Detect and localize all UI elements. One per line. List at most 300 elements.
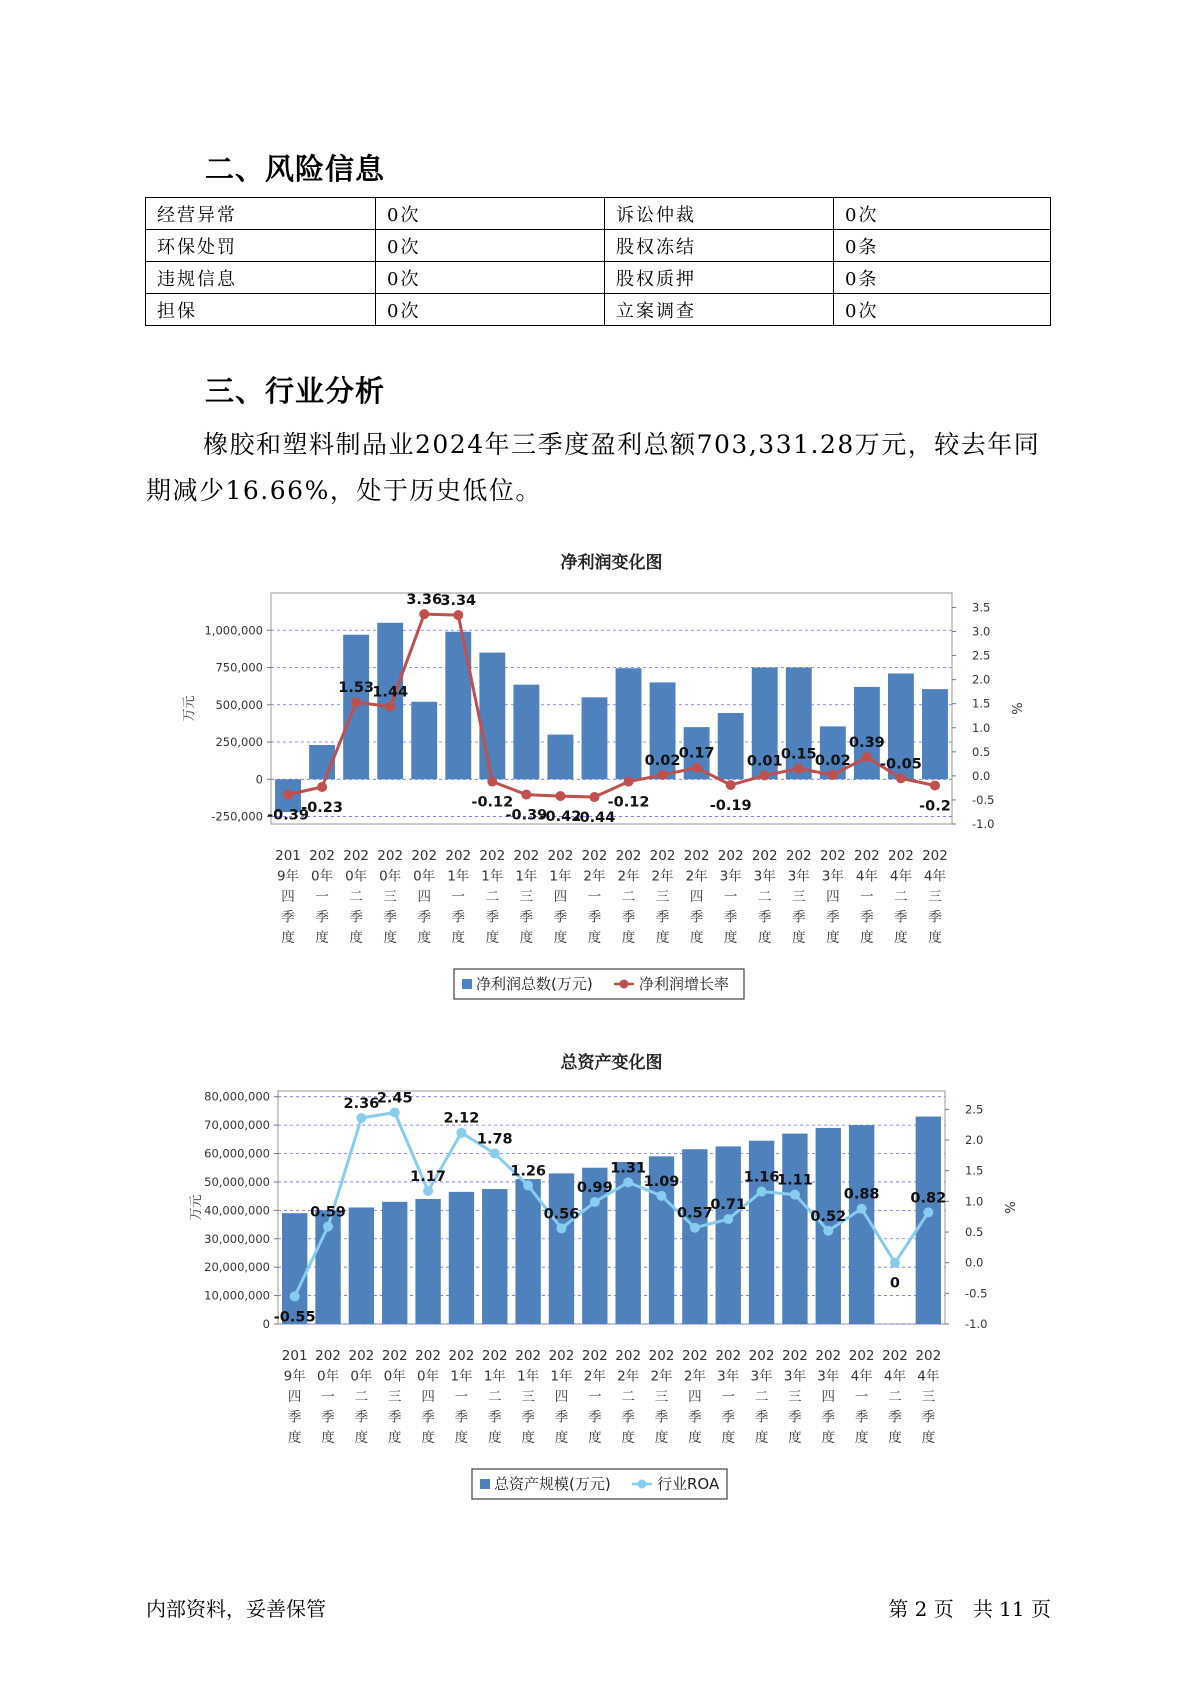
x-tick-label: 二 [354,1389,369,1405]
x-tick-label: 季 [621,909,636,926]
x-tick-label: 二 [485,889,500,905]
x-tick-label: 202 [343,848,370,864]
bar [415,1199,440,1324]
footer-note: 内部资料，妥善保管 [146,1597,326,1621]
y-tick-label: 20,000,000 [204,1260,270,1275]
y-axis-label: 万元 [182,695,197,722]
y2-tick-label: 2.5 [965,1102,984,1117]
x-tick-label: 度 [921,1430,936,1446]
data-label: -0.23 [301,799,343,816]
risk-label: 股权冻结 [605,230,834,262]
x-tick-label: 201 [281,1348,308,1364]
x-tick-label: 202 [448,1348,475,1364]
x-tick-label: 3年 [787,868,810,885]
data-label: 2.12 [443,1110,480,1127]
data-label: -0.2 [919,798,951,815]
table-row [146,262,1051,294]
data-label: 1.31 [610,1160,647,1177]
x-tick-label: 202 [377,848,404,864]
x-tick-label: 季 [854,1409,869,1426]
data-label: 0.71 [710,1197,747,1214]
x-tick-label: 三 [519,889,534,905]
y-tick-label: 1,000,000 [204,623,263,638]
x-tick-label: 季 [454,1409,469,1426]
risk-table [145,197,1051,326]
data-point [690,1223,700,1233]
y2-axis-label: % [1001,1201,1016,1214]
bar [749,1141,774,1324]
bar [479,653,505,780]
x-tick-label: 度 [349,930,363,946]
x-tick-label: 度 [383,930,397,946]
y2-tick-label: -0.5 [972,792,995,807]
x-tick-label: 三 [521,1389,535,1405]
data-label: 0.82 [910,1190,947,1207]
x-tick-label: 一 [721,1389,735,1405]
net-profit-chart [0,540,1191,1000]
data-label: -0.05 [880,756,922,773]
x-tick-label: 四 [287,1389,302,1405]
data-point [490,1149,500,1159]
y-axis-label: 万元 [189,1194,204,1221]
x-tick-label: 季 [519,909,534,926]
risk-label: 经营异常 [146,198,376,230]
data-point [323,1222,333,1232]
bar [449,1192,474,1324]
x-tick-label: 度 [521,1430,535,1446]
x-tick-label: 度 [654,1430,669,1446]
y2-tick-label: -1.0 [972,817,995,831]
bar [922,689,948,779]
x-tick-label: 202 [581,848,608,864]
x-tick-label: 季 [928,909,942,926]
bar [682,1149,707,1324]
x-tick-label: 度 [655,930,670,946]
data-label: 0.56 [543,1206,580,1223]
x-tick-label: 202 [481,1348,508,1364]
x-tick-label: 季 [587,909,602,926]
data-label: 0.88 [843,1186,880,1203]
bar [547,735,573,780]
x-tick-label: 季 [894,909,908,926]
x-tick-label: 4年 [850,1368,873,1385]
data-label: 0.02 [644,752,681,769]
y-tick-label: -250,000 [211,809,263,824]
data-point [890,1258,900,1268]
bar [616,668,642,779]
x-tick-label: 3年 [817,1368,840,1385]
risk-value: 0次 [376,230,605,262]
data-label: 0 [889,1275,901,1292]
x-tick-label: 季 [349,909,363,926]
y2-tick-label: 0.5 [965,1225,984,1240]
x-tick-label: 2年 [583,1368,606,1385]
data-label: 1.17 [410,1168,446,1185]
data-label: 0.02 [814,752,851,769]
data-point [351,697,361,707]
bar [377,623,403,779]
x-tick-label: 202 [681,1348,708,1364]
x-tick-label: 0年 [350,1368,373,1385]
data-point [290,1291,300,1301]
x-tick-label: 度 [928,930,942,946]
x-tick-label: 9年 [276,868,300,885]
x-tick-label: 度 [421,1430,435,1446]
x-tick-label: 4年 [923,868,947,885]
x-tick-label: 度 [451,930,466,946]
y2-tick-label: -1.0 [965,1317,988,1331]
x-tick-label: 二 [754,1389,769,1405]
data-point [390,1107,400,1117]
x-tick-label: 202 [581,1348,608,1364]
risk-label: 诉讼仲裁 [605,198,834,230]
bar [916,1117,941,1324]
x-tick-label: 四 [688,1389,702,1405]
x-tick-label: 度 [788,1430,802,1446]
x-tick-label: 一 [315,889,329,905]
x-tick-label: 202 [515,1348,542,1364]
x-tick-label: 一 [587,889,602,905]
data-point [657,1191,667,1201]
risk-value: 0次 [376,198,605,230]
x-tick-label: 度 [587,930,602,946]
x-tick-label: 2年 [651,868,674,885]
y-tick-label: 80,000,000 [204,1089,270,1104]
data-label: -0.42 [539,809,582,826]
data-point [385,702,395,712]
x-tick-label: 季 [655,909,670,926]
data-label: 1.78 [476,1131,513,1148]
y2-tick-label: 2.0 [972,672,991,687]
x-tick-label: 度 [860,930,874,946]
risk-value: 0次 [376,262,605,294]
x-tick-label: 202 [547,848,574,864]
x-tick-label: 季 [921,1409,936,1426]
x-tick-label: 0年 [345,868,368,885]
x-tick-label: 2年 [685,868,708,885]
x-tick-label: 3年 [719,868,742,885]
data-label: -0.39 [505,807,548,824]
x-tick-label: 度 [488,1430,502,1446]
x-tick-label: 二 [888,1389,902,1405]
x-tick-label: 季 [354,1409,369,1426]
data-point [453,610,463,620]
x-tick-label: 2年 [650,1368,673,1385]
y-tick-label: 250,000 [215,735,263,750]
x-tick-label: 三 [792,889,806,905]
data-point [456,1128,466,1138]
data-point [658,770,668,780]
x-tick-label: 1年 [549,868,572,885]
y-tick-label: 40,000,000 [204,1203,270,1218]
x-tick-label: 季 [888,1409,902,1426]
x-tick-label: 9年 [283,1368,306,1385]
chart-title: 总资产变化图 [560,1053,663,1073]
x-tick-label: 二 [488,1389,502,1405]
data-point [757,1187,767,1197]
data-point [623,1177,633,1187]
x-tick-label: 季 [723,909,738,926]
x-tick-label: 202 [648,1348,675,1364]
data-point [857,1204,867,1214]
x-tick-label: 三 [383,889,397,905]
x-tick-label: 季 [826,909,840,926]
data-point [692,763,702,773]
x-tick-label: 度 [281,930,295,946]
x-tick-label: 度 [854,1430,869,1446]
data-label: -0.44 [573,810,616,827]
data-point [760,770,770,780]
risk-label: 股权质押 [605,262,834,294]
x-tick-label: 一 [454,1389,469,1405]
y2-tick-label: 1.5 [972,696,991,711]
data-label: 1.53 [338,680,375,697]
bar [282,1213,307,1324]
x-tick-label: 一 [860,889,874,905]
x-tick-label: 季 [860,909,874,926]
data-point [521,790,531,800]
x-tick-label: 202 [915,1348,942,1364]
x-tick-label: 一 [854,1389,869,1405]
bar [718,713,744,779]
x-tick-label: 季 [757,909,772,926]
x-tick-label: 202 [751,848,778,864]
x-tick-label: 季 [521,1409,535,1426]
x-tick-label: 3年 [750,1368,773,1385]
x-tick-label: 202 [815,1348,842,1364]
bar [716,1146,741,1324]
x-tick-label: 四 [689,889,704,905]
x-tick-label: 季 [689,909,704,926]
x-tick-label: 202 [785,848,812,864]
x-tick-label: 三 [788,1389,802,1405]
x-tick-label: 四 [821,1389,836,1405]
x-tick-label: 202 [819,848,846,864]
y-tick-label: 60,000,000 [204,1146,270,1161]
bar [782,1134,807,1324]
x-tick-label: 202 [848,1348,875,1364]
x-tick-label: 1年 [447,868,470,885]
bar [515,1179,540,1324]
x-tick-label: 季 [788,1409,802,1426]
bar [382,1202,407,1324]
x-tick-label: 3年 [753,868,776,885]
bar [513,685,539,780]
x-tick-label: 202 [888,848,914,864]
x-tick-label: 度 [454,1430,469,1446]
x-tick-label: 度 [321,1430,335,1446]
risk-value: 0次 [834,294,1051,326]
data-label: -0.12 [607,794,650,811]
data-label: -0.55 [273,1309,316,1326]
risk-value: 0次 [376,294,605,326]
bar [349,1208,374,1325]
x-tick-label: 二 [894,889,908,905]
x-tick-label: 202 [309,848,335,864]
x-tick-label: 202 [348,1348,375,1364]
x-tick-label: 一 [451,889,466,905]
data-label: 0.15 [780,746,817,763]
x-tick-label: 二 [757,889,772,905]
industry-heading: 三、行业分析 [205,374,386,408]
x-tick-label: 季 [621,1409,635,1426]
x-tick-label: 季 [688,1409,702,1426]
x-tick-label: 1年 [515,868,538,885]
x-tick-label: 季 [383,909,397,926]
data-point [790,1190,800,1200]
x-tick-label: 度 [689,930,704,946]
x-tick-label: 三 [921,1389,936,1405]
x-tick-label: 度 [553,930,568,946]
data-label: -0.12 [471,794,514,811]
y2-tick-label: -0.5 [965,1286,988,1301]
y-tick-label: 10,000,000 [204,1288,270,1303]
x-tick-label: 202 [315,1348,341,1364]
x-tick-label: 202 [715,1348,742,1364]
x-tick-label: 度 [417,930,431,946]
x-tick-label: 三 [387,1389,402,1405]
data-label: -0.19 [709,798,752,815]
y2-tick-label: 0.5 [972,744,991,759]
x-tick-label: 度 [826,930,840,946]
x-tick-label: 202 [615,848,642,864]
y-tick-label: 500,000 [215,697,263,712]
bar [549,1173,574,1324]
x-tick-label: 2年 [683,1368,706,1385]
x-tick-label: 0年 [413,868,436,885]
data-label: 0.52 [810,1208,847,1225]
data-label: 1.11 [777,1172,813,1189]
x-tick-label: 0年 [316,1368,340,1385]
data-label: 0.39 [848,735,885,752]
y2-tick-label: 1.0 [965,1194,984,1209]
x-tick-label: 一 [321,1389,335,1405]
legend-swatch-bar [462,979,472,989]
data-label: 0.17 [678,745,715,762]
y2-tick-label: 1.0 [972,720,991,735]
x-tick-label: 202 [717,848,744,864]
x-tick-label: 一 [723,889,738,905]
legend-label: 总资产规模(万元) [494,1475,611,1493]
x-tick-label: 度 [354,1430,369,1446]
x-tick-label: 四 [554,1389,569,1405]
total-assets-chart [0,1040,1191,1500]
x-tick-label: 季 [417,909,431,926]
y2-tick-label: 3.0 [972,624,991,639]
data-point [896,773,906,783]
x-tick-label: 4年 [889,868,912,885]
chart-title: 净利润变化图 [560,553,663,573]
data-point [589,792,599,802]
x-tick-label: 度 [554,1430,569,1446]
risk-label: 环保处罚 [146,230,376,262]
x-tick-label: 1年 [450,1368,473,1385]
data-label: -0.39 [267,807,309,824]
x-tick-label: 4年 [917,1368,940,1385]
data-label: 0.57 [676,1205,713,1222]
x-tick-label: 季 [654,1409,669,1426]
legend-label: 净利润总数(万元) [476,975,593,993]
x-tick-label: 202 [615,1348,642,1364]
data-label: 0.01 [746,753,783,770]
x-tick-label: 3年 [821,868,844,885]
x-tick-label: 一 [588,1389,602,1405]
risk-heading: 二、风险信息 [205,152,386,186]
x-tick-label: 202 [853,848,880,864]
data-label: 1.09 [643,1173,680,1190]
x-tick-label: 二 [349,889,363,905]
legend-label: 净利润增长率 [639,975,730,993]
x-tick-label: 季 [754,1409,769,1426]
data-point [523,1180,533,1190]
data-label: 3.36 [406,592,443,609]
x-tick-label: 度 [621,1430,635,1446]
x-tick-label: 四 [826,889,840,905]
data-point [555,791,565,801]
x-tick-label: 四 [553,889,568,905]
y-tick-label: 750,000 [215,660,263,675]
bar [854,687,880,779]
x-tick-label: 度 [754,1430,769,1446]
data-point [590,1197,600,1207]
x-tick-label: 202 [748,1348,775,1364]
plot-area [278,1091,945,1324]
x-tick-label: 二 [621,1389,635,1405]
bar [482,1189,507,1324]
data-label: 0.99 [576,1179,613,1196]
data-label: 0.59 [310,1204,346,1221]
data-label: 2.45 [376,1090,413,1107]
x-tick-label: 2年 [583,868,606,885]
data-label: 1.44 [372,684,409,701]
data-point [283,790,293,800]
x-tick-label: 季 [281,909,295,926]
data-point [862,752,872,762]
y-tick-label: 50,000,000 [204,1174,270,1189]
x-tick-label: 4年 [855,868,878,885]
x-tick-label: 3年 [783,1368,806,1385]
y-tick-label: 0 [262,1317,270,1331]
x-tick-label: 季 [721,1409,735,1426]
x-tick-label: 1年 [483,1368,506,1385]
x-tick-label: 季 [321,1409,335,1426]
x-tick-label: 度 [588,1430,602,1446]
x-tick-label: 度 [688,1430,702,1446]
x-tick-label: 三 [928,889,942,905]
y-tick-label: 30,000,000 [204,1231,270,1246]
data-point [726,780,736,790]
y2-tick-label: 3.5 [972,600,991,615]
data-point [794,764,804,774]
data-label: 2.36 [343,1095,380,1112]
x-tick-label: 1年 [481,868,504,885]
x-tick-label: 1年 [550,1368,573,1385]
x-tick-label: 度 [519,930,534,946]
bar [411,702,437,779]
x-tick-label: 季 [451,909,466,926]
data-point [923,1207,933,1217]
y2-tick-label: 2.5 [972,648,991,663]
y2-axis-label: % [1008,702,1023,715]
x-tick-label: 四 [421,1389,435,1405]
x-tick-label: 201 [275,848,301,864]
x-tick-label: 4年 [883,1368,907,1385]
risk-value: 0次 [834,198,1051,230]
table-row [146,230,1051,262]
risk-label: 担保 [146,294,376,326]
x-tick-label: 四 [417,889,431,905]
x-tick-label: 202 [415,1348,441,1364]
